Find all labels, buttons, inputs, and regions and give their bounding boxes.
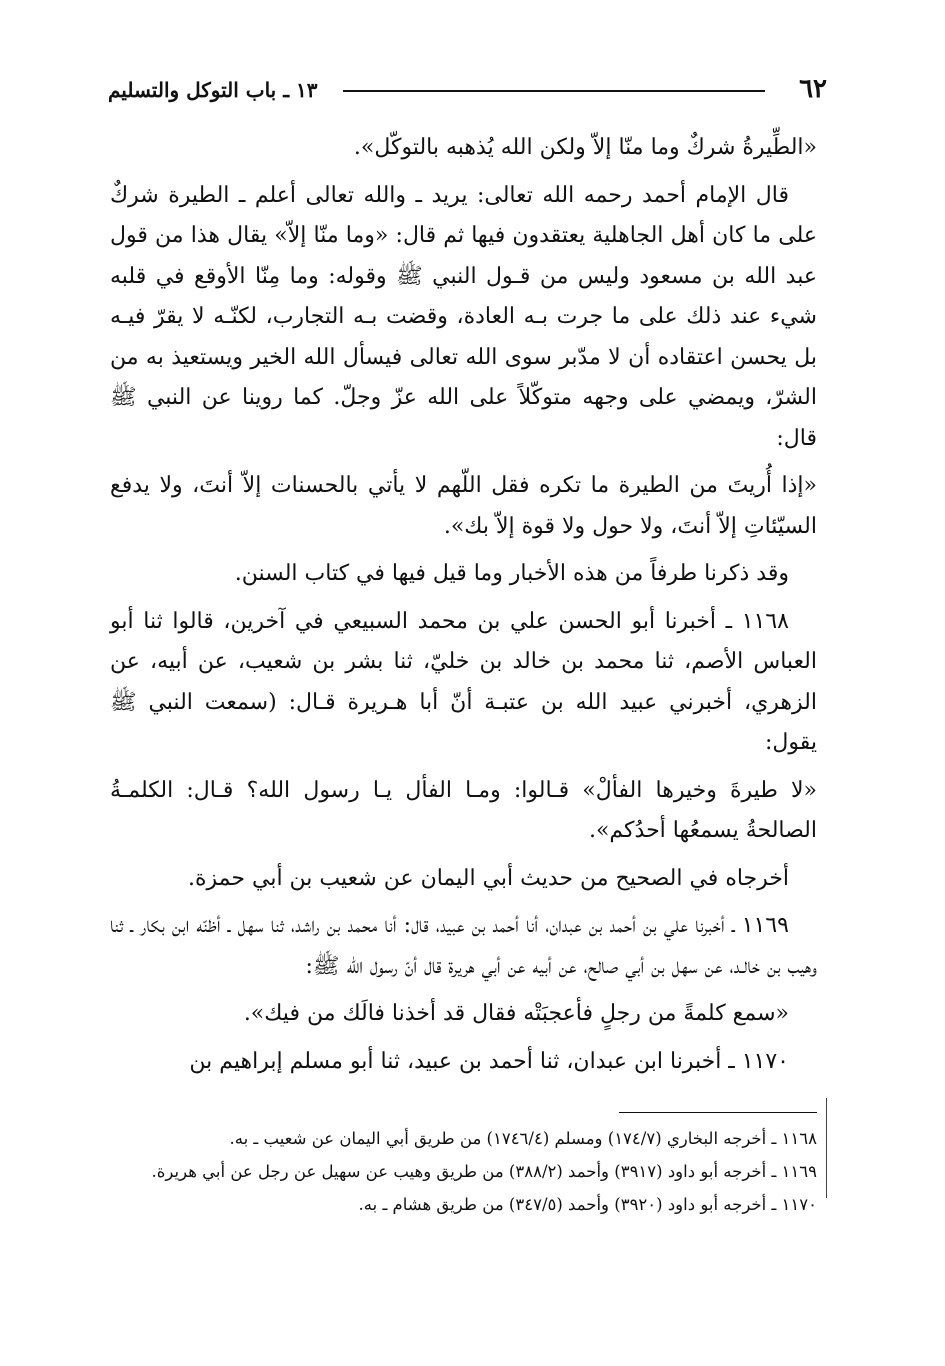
- header-rule: [343, 90, 765, 92]
- paragraph: ١١٧٠ ـ أخبرنا ابن عبدان، ثنا أحمد بن عبيد، ثنا أبو مسلم إبراهيم بن: [189, 1048, 789, 1074]
- margin-line: [826, 1098, 827, 1198]
- paragraph: قال الإمام أحمد رحمه الله تعالى: يريد ـ والله تعالى أعلم ـ الطيرة شركٌ على ما كان أهل الجاهلية يعتقدون فيها ثم قال: «وما منّا إلاّ» يقال هذا من قول عبد الله بن مسعود وليس من قـول النبي ﷺ وقوله: وما مِنّا الأوقع في قلبه شيء عند ذلك على ما جرت بـه العادة، وقضت بـه التجارب، لكنّـه لا يقرّ فيـه بل يحسن اعتقاده أن لا مدّبر سوى الله تعالى فيسأل الله الخير ويستعيذ به من الشرّ، ويمضي على وجهه متوكّلاً على الله عزّ وجلّ. كما روينا عن النبي ﷺ قال:: [110, 182, 817, 451]
- paragraph: أخرجاه في الصحيح من حديث أبي اليمان عن شعيب بن أبي حمزة.: [188, 865, 789, 891]
- paragraph: «الطِّيرةُ شركٌ وما منّا إلاّ ولكن الله يُذهبه بالتوكّل».: [353, 135, 817, 160]
- footnotes: [110, 1124, 817, 1223]
- main-text: [110, 128, 817, 1089]
- page-number: ٦٢: [799, 74, 827, 104]
- running-header: [108, 74, 827, 106]
- footnote: ١١٦٨ ـ أخرجه البخاري (١٧٤/٧) ومسلم (١٧٤٦/٤) من طريق أبي اليمان عن شعيب ـ به.: [229, 1129, 817, 1148]
- chapter-title: ١٣ ـ باب التوكل والتسليم: [108, 78, 318, 102]
- paragraph: «لا طيرةَ وخيرها الفألْ» قـالوا: ومـا الفأل يـا رسول الله؟ قـال: الكلمـةُ الصالحةُ يسمعُها أحدُكم».: [110, 777, 817, 843]
- paragraph: «سمع كلمةً من رجلٍ فأعجبَتْه فقال قد أخذنا فالَك من فيك».: [243, 1001, 789, 1026]
- footnote: ١١٦٩ ـ أخرجه أبو داود (٣٩١٧) وأحمد (٣٨٨/٢) من طريق وهيب عن سهيل عن رجل عن أبي هريرة.: [151, 1162, 817, 1181]
- footnote-divider: [619, 1112, 817, 1113]
- footnote: ١١٧٠ ـ أخرجه أبو داود (٣٩٢٠) وأحمد (٣٤٧/٥) من طريق هشام ـ به.: [358, 1195, 817, 1214]
- paragraph: ١١٦٨ ـ أخبرنا أبو الحسن علي بن محمد السبيعي في آخرين، قالوا ثنا أبو العباس الأصم، ثنا محمد بن خالد بن خليّ، ثنا بشر بن شعيب، عن أبيه، عن الزهري، أخبرني عبيد الله بن عتبـة أنّ أبا هـريرة قـال: (سمعت النبي ﷺ يقول:: [110, 608, 817, 755]
- paragraph: وقد ذكرنا طرفاً من هذه الأخبار وما قيل فيها في كتاب السنن.: [234, 561, 789, 586]
- paragraph: ١١٦٩ ـ أخبرنا علي بن أحمد بن عبدان، أنا أحمد بن عبيد، قال: أنا محمد بن راشد، ثنا سهل ـ أظنّه ابن بكار ـ ثنا وهيب بن خالـد، عن سهل بن أبي صالح، عن أبيه عن أبي هريرة قال أنّ رسول الله ﷺ:: [110, 913, 817, 979]
- paragraph: «إذا أُريتَ من الطيرة ما تكره فقل اللّهم لا يأتي بالحسنات إلاّ أنتَ، ولا يدفع السيّئاتِ إلاّ أنتَ، ولا حول ولا قوة إلاّ بك».: [110, 473, 817, 539]
